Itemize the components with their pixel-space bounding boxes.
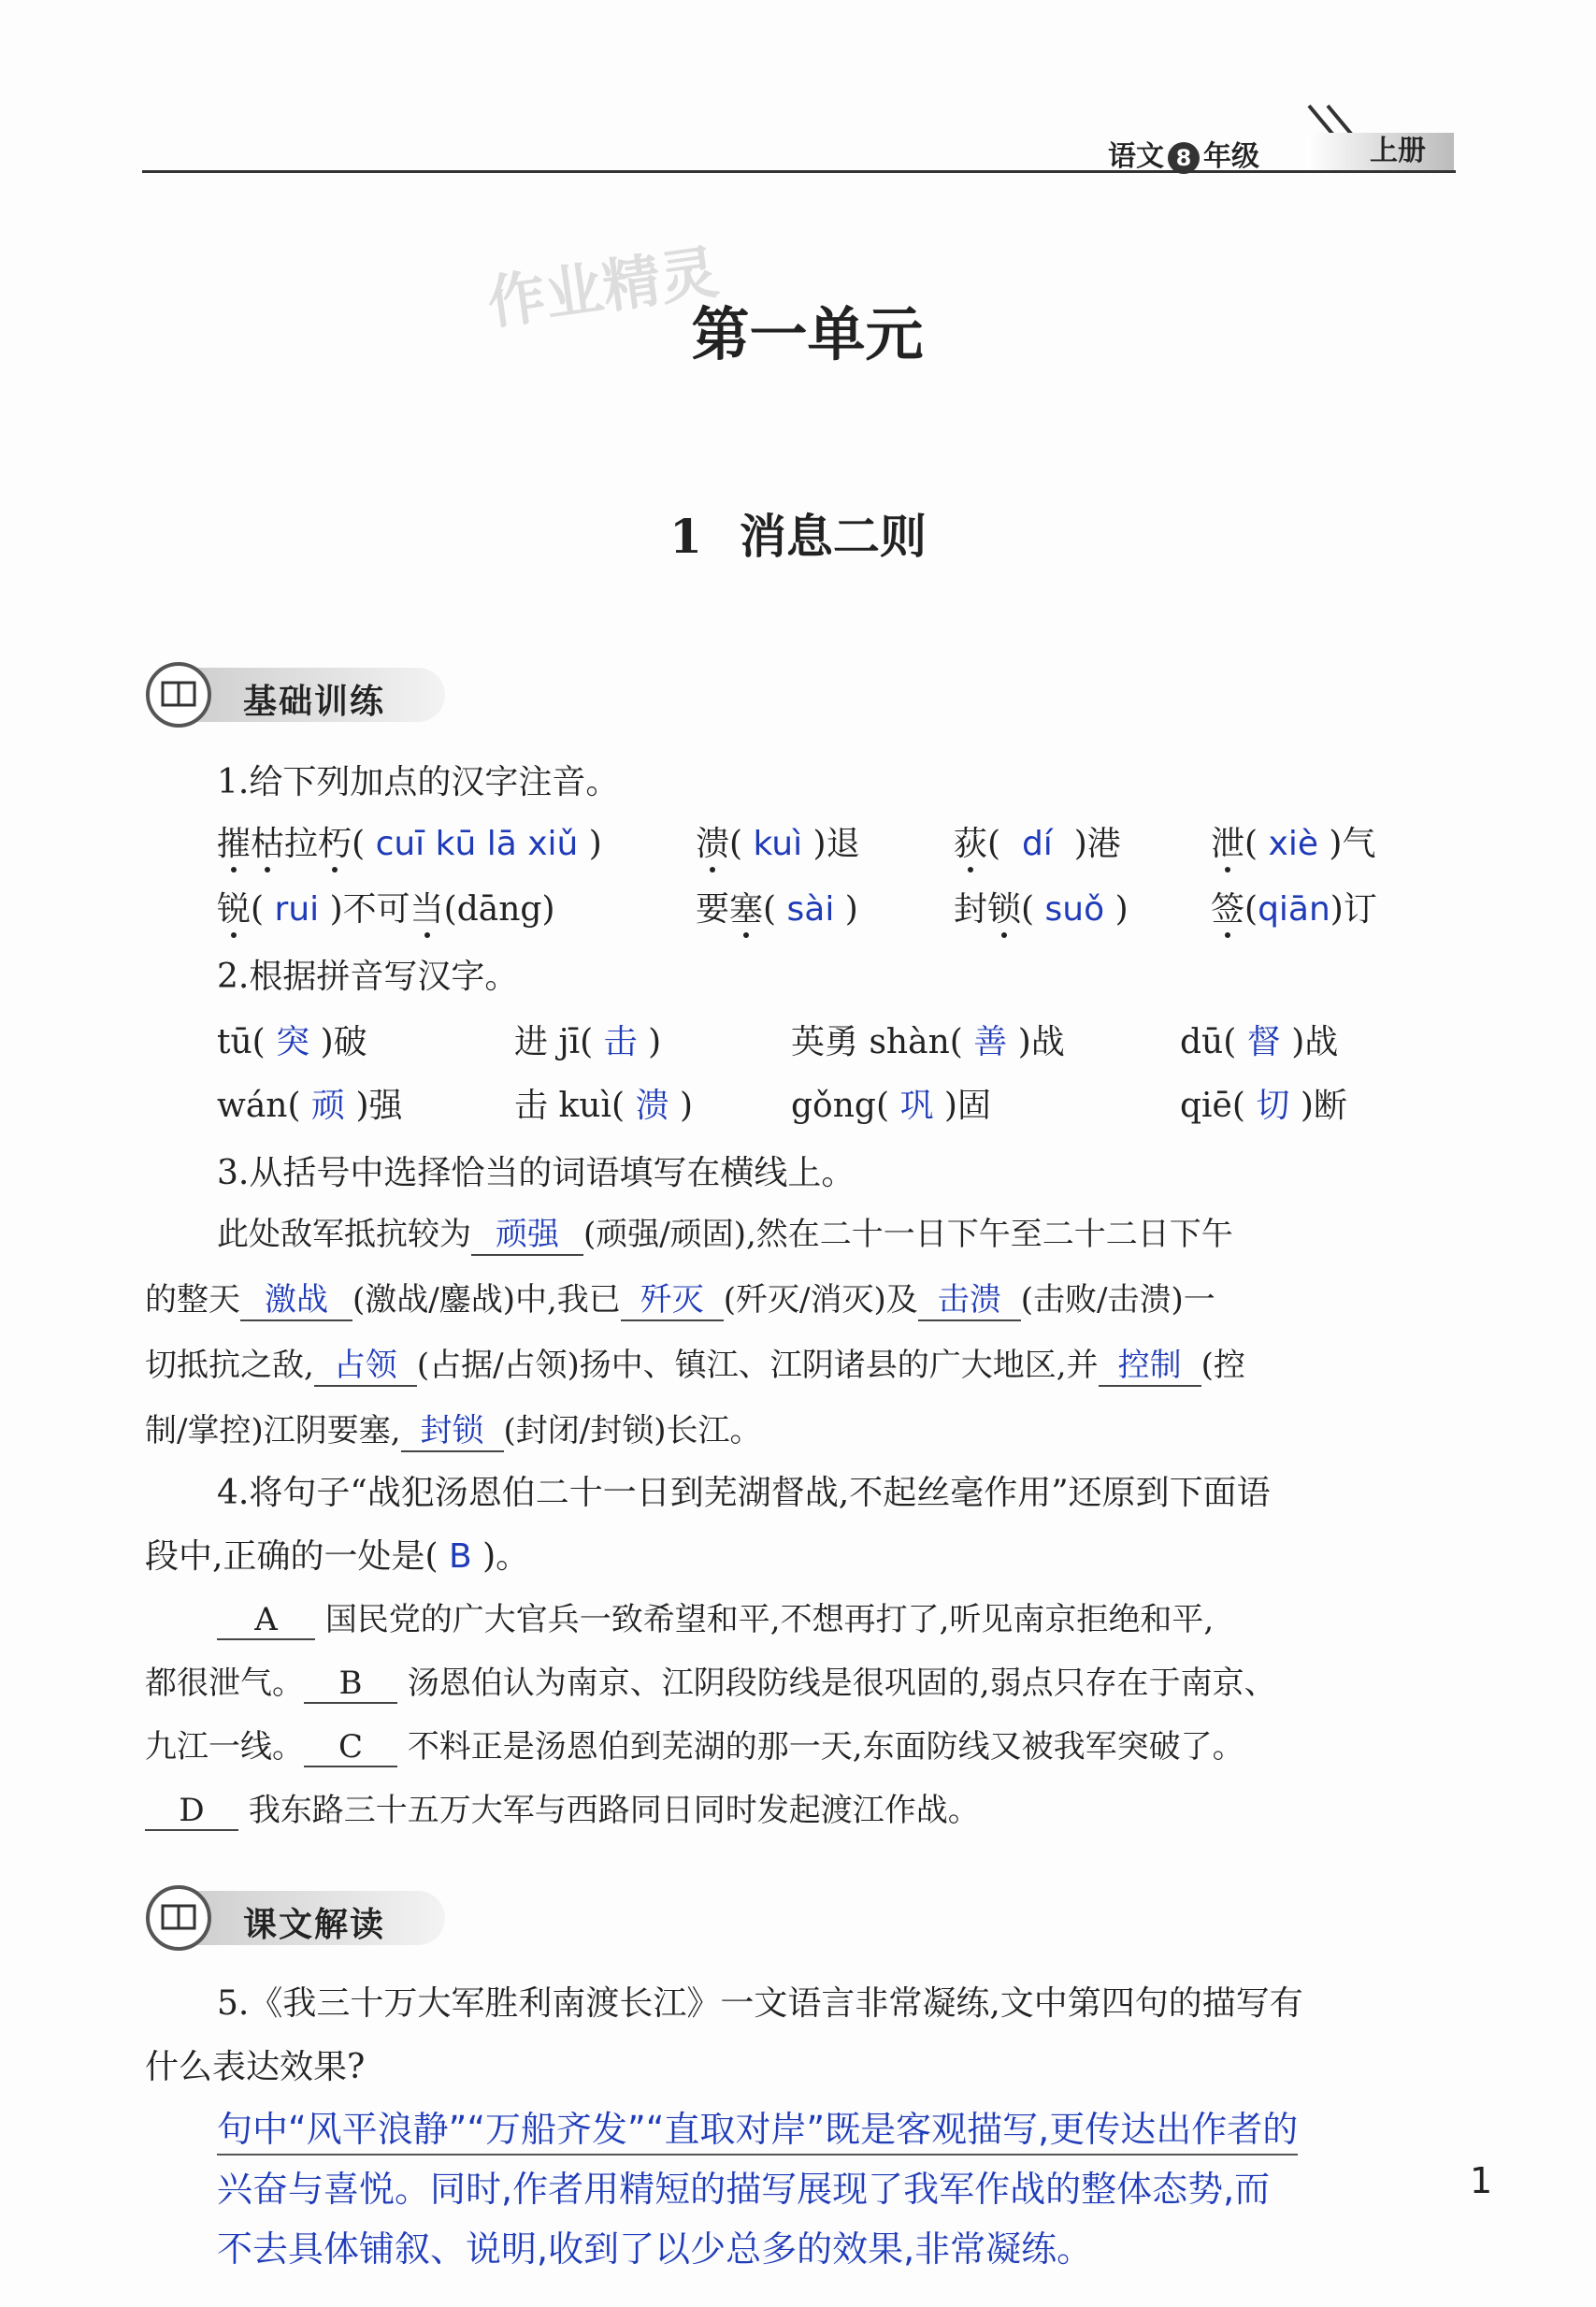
q3-blank: 占领 — [314, 1339, 417, 1387]
q4-text: 不料正是汤恩伯到芜湖的那一天,东面防线又被我军突破了。 — [407, 1728, 1244, 1766]
q3-line2 — [145, 1274, 1215, 1321]
watermark: 作业精灵 — [482, 238, 723, 338]
lesson-number: 1 — [669, 509, 702, 564]
q5-answer-line1: 句中“风平浪静”“万船齐发”“直取对岸”既是客观描写,更传达出作者的 — [217, 2100, 1298, 2156]
q2-suffix: )强 — [355, 1087, 403, 1125]
q1-answer: kuì — [753, 825, 803, 863]
q3-text: (控 — [1201, 1347, 1245, 1384]
q5-answer-line3: 不去具体铺叙、说明,收到了以少总多的效果,非常凝练。 — [217, 2228, 1093, 2270]
section-basic-badge — [148, 668, 445, 722]
q1-prompt: 1.给下列加点的汉字注音。 — [217, 763, 620, 801]
q3-text: 此处敌军抵抗较为 — [217, 1216, 471, 1253]
section-basic-label: 基础训练 — [243, 682, 386, 721]
grade-circle: 8 — [1168, 142, 1200, 174]
q5-line2: 什么表达效果? — [145, 2048, 366, 2086]
q3-blank: 封锁 — [401, 1405, 504, 1452]
q2-prefix: 击 kuì( — [514, 1087, 625, 1125]
q2-answer: 善 — [973, 1023, 1008, 1061]
q2-suffix: )破 — [320, 1023, 367, 1061]
q2-prefix: 英勇 shàn( — [791, 1023, 963, 1061]
q4-text: 九江一线。 — [145, 1728, 304, 1766]
section-reading-badge — [148, 1891, 445, 1945]
q4-blank: D — [145, 1792, 238, 1831]
q4-text: 汤恩伯认为南京、江阴段防线是很巩固的,弱点只存在于南京、 — [407, 1665, 1276, 1702]
q3-text: 制/掌控)江阴要塞, — [145, 1412, 401, 1449]
q3-line1 — [217, 1208, 1233, 1256]
q4-text: )。 — [482, 1537, 530, 1576]
q4-para3 — [145, 1721, 1244, 1767]
q1-answer: qiān — [1258, 890, 1330, 929]
q1-answer: suǒ — [1044, 890, 1105, 929]
q4-blank: C — [304, 1728, 397, 1767]
q3-blank: 顽强 — [471, 1208, 583, 1256]
q4-blank: B — [304, 1665, 397, 1704]
q2-prefix: dū( — [1180, 1023, 1237, 1061]
q4-para2 — [145, 1657, 1276, 1704]
q3-text: 的整天 — [145, 1281, 240, 1319]
q2-suffix: ) — [648, 1023, 662, 1061]
q3-blank: 控制 — [1099, 1339, 1201, 1387]
q3-text: (激战/鏖战)中,我已 — [352, 1281, 621, 1319]
q1-answer: dí — [1021, 825, 1053, 863]
q4-para1 — [217, 1593, 1214, 1640]
q5-line1: 5.《我三十万大军胜利南渡长江》一文语言非常凝练,文中第四句的描写有 — [217, 1984, 1303, 2023]
q3-prompt: 3.从括号中选择恰当的词语填写在横线上。 — [217, 1154, 856, 1192]
q2-answer: 溃 — [635, 1087, 669, 1125]
q4-line1: 4.将句子“战犯汤恩伯二十一日到芜湖督战,不起丝毫作用”还原到下面语 — [217, 1474, 1271, 1512]
q3-text: (歼灭/消灭)及 — [723, 1281, 918, 1319]
q2-prefix: qiē( — [1180, 1087, 1245, 1125]
q2-answer: 击 — [603, 1023, 638, 1061]
book-icon — [146, 1885, 211, 1951]
q4-line2 — [145, 1530, 529, 1578]
q3-text: (封闭/封锁)长江。 — [503, 1412, 762, 1449]
q2-suffix: )战 — [1291, 1023, 1339, 1061]
q2-suffix: )战 — [1017, 1023, 1065, 1061]
q2-prefix: tū( — [217, 1023, 266, 1061]
subject-label: 语文 — [1108, 140, 1164, 173]
q1-answer: cuī kū lā xiǔ — [375, 825, 579, 863]
section-reading-label: 课文解读 — [243, 1905, 386, 1944]
q2-suffix: ) — [679, 1087, 693, 1125]
q3-line4 — [145, 1405, 762, 1452]
q3-text: (击败/击溃)一 — [1020, 1281, 1215, 1319]
q2-suffix: )固 — [943, 1087, 991, 1125]
q2-answer: 突 — [276, 1023, 310, 1061]
header-subject — [1108, 133, 1259, 174]
q1-answer: rui — [274, 890, 320, 929]
q4-text: 我东路三十五万大军与西路同日同时发起渡江作战。 — [248, 1792, 980, 1829]
q4-text: 段中,正确的一处是( — [145, 1537, 439, 1576]
q2-answer: 巩 — [899, 1087, 934, 1125]
q1-answer: xiè — [1268, 825, 1318, 863]
page-number: 1 — [1470, 2160, 1493, 2201]
q2-prompt: 2.根据拼音写汉字。 — [217, 958, 519, 996]
lesson-title — [0, 499, 1596, 567]
q3-blank: 激战 — [240, 1274, 352, 1321]
q3-blank: 击溃 — [918, 1274, 1021, 1321]
q4-answer: B — [448, 1537, 472, 1576]
volume-tab — [1307, 133, 1454, 170]
q2-prefix: wán( — [217, 1087, 301, 1125]
q2-answer: 切 — [1256, 1087, 1290, 1125]
q3-text: (顽强/顽固),然在二十一日下午至二十二日下午 — [583, 1216, 1233, 1253]
q2-suffix: )断 — [1300, 1087, 1347, 1125]
q3-text: 切抵抗之敌, — [145, 1347, 314, 1384]
q3-blank: 歼灭 — [621, 1274, 724, 1321]
lesson-name: 消息二则 — [739, 509, 927, 564]
q2-prefix: gǒng( — [791, 1087, 889, 1125]
volume-label: 上册 — [1370, 135, 1426, 167]
book-icon — [146, 662, 211, 728]
q4-para4 — [145, 1784, 980, 1831]
q3-text: (占据/占领)扬中、镇江、江阴诸县的广大地区,并 — [416, 1347, 1099, 1384]
q4-text: 国民党的广大官兵一致希望和平,不想再打了,听见南京拒绝和平, — [324, 1601, 1215, 1638]
q5-answer-line2: 兴奋与喜悦。同时,作者用精短的描写展现了我军作战的整体态势,而 — [217, 2169, 1271, 2210]
q2-answer: 顽 — [310, 1087, 345, 1125]
q1-answer: sài — [786, 890, 835, 929]
unit-title: 第一单元 — [691, 300, 924, 368]
grade-label: 年级 — [1203, 140, 1259, 173]
q2-prefix: 进 jī( — [514, 1023, 594, 1061]
q4-blank: A — [217, 1601, 315, 1640]
q2-answer: 督 — [1246, 1023, 1281, 1061]
q3-line3 — [145, 1339, 1245, 1387]
q4-text: 都很泄气。 — [145, 1665, 304, 1702]
